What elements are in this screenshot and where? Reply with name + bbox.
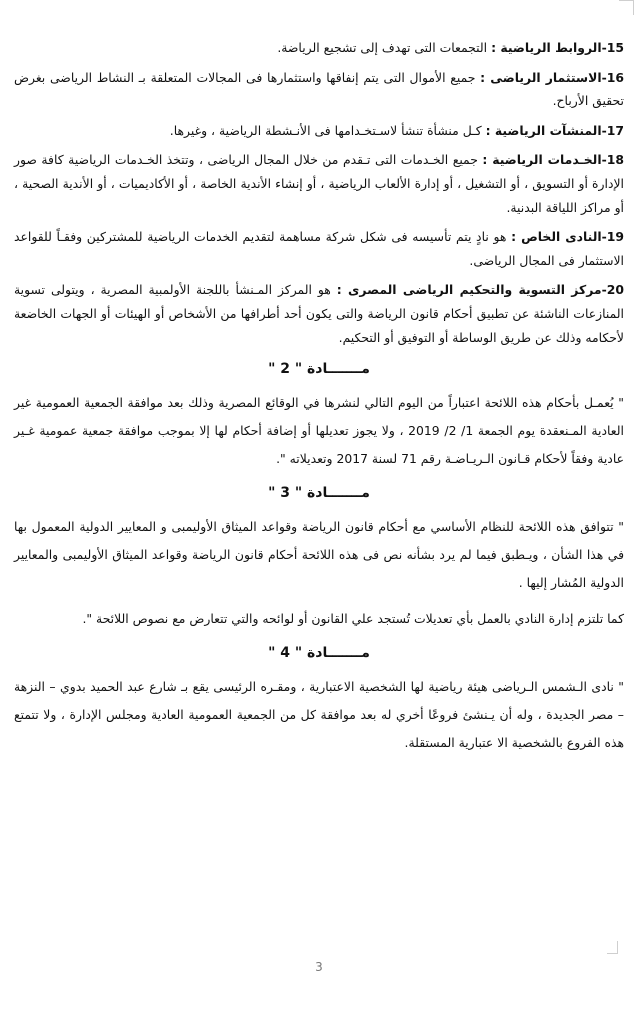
article-heading: مـــــــادة " 3 "	[268, 485, 370, 502]
page-content	[14, 36, 624, 765]
definition-number: 17-	[601, 122, 624, 138]
article-2	[14, 361, 624, 473]
article-3	[14, 485, 624, 633]
definition-number: 18-	[601, 152, 624, 168]
definition-item	[14, 225, 624, 272]
definition-term: الاستثمار الرياضى :	[480, 69, 602, 85]
article-paragraph: " نادى الـشمس الـرياضى هيئة رياضية لها الشخصية الاعتبارية ، ومقـره الرئيسى يقع بـ شارع عبد الحميد بدوي – النزهة – مصر الجديدة ، وله أن يـنشئ فروعًا أخري له بعد موافقة كل من الجمعية العمومية العادية ومجلس الإدارة ، ولا تتمتع هذه الفروع بالشخصية الا عتبارية المستقلة.	[14, 679, 624, 751]
definition-text: جميع الأموال التى يتم إنفاقها واستثمارها فى المجالات المتعلقة بـ النشاط الرياضى بغرض تحقيق الأرباح.	[14, 69, 624, 109]
definition-term: المنشآت الرياضية :	[485, 122, 602, 138]
page-number: 3	[315, 960, 323, 974]
article-heading: مـــــــادة " 4 "	[268, 645, 370, 662]
definition-text: هو المركز المـنشأ باللجنة الأولمبية المصرية ، ويتولى تسوية المنازعات الناشئة عن تطبيق أحكام قانون الرياضة والتى يكون أحد أطرافها من الأشخاص أو الهيئات أو الجهات الخاضعة لأحكامه وذلك عن طريق الوساطة أو التوفيق أو التحكيم.	[14, 282, 624, 345]
definition-item	[14, 36, 624, 60]
definition-term: مركز التسوية والتحكيم الرياضى المصرى :	[336, 282, 602, 298]
definition-text: التجمعات التى تهدف إلى تشجيع الرياضة.	[277, 40, 492, 55]
definition-number: 19-	[601, 229, 624, 245]
definition-number: 16-	[601, 69, 624, 85]
definition-item	[14, 66, 624, 113]
definition-term: الخـدمات الرياضية :	[482, 152, 602, 168]
definition-text: كـل منشأة تنشأ لاسـتخـدامها فى الأنـشطة الرياضية ، وغيرها.	[169, 122, 486, 138]
article-heading: مـــــــادة " 2 "	[268, 361, 370, 378]
definition-term: النادى الخاص :	[511, 229, 602, 245]
definition-number: 15-	[601, 40, 624, 55]
definitions-list	[14, 36, 624, 349]
definition-number: 20-	[601, 282, 625, 298]
article-4	[14, 645, 624, 757]
definition-text: جميع الخـدمات التى تـقدم من خلال المجال الرياضى ، وتتخذ الخـدمات الرياضية كافة صور الإدارة أو التسويق ، أو التشغيل ، أو إدارة الألعاب الرياضية ، أو إنشاء الأندية الخاصة ، أو الأكاديميات ، أو الأندية الصحية ، أو مراكز اللياقة البدنية.	[14, 152, 624, 215]
definition-term: الروابط الرياضية :	[491, 40, 602, 55]
article-paragraph: " تتوافق هذه اللائحة للنظام الأساسي مع أحكام قانون الرياضة وقواعد الميثاق الأوليمبى و المعايير الدولية المعمول بها في هذا الشأن ، ويـطبق فيما لم يرد بشأنه نص فى هذه اللائحة أحكام قانون الرياضة وقواعد الميثاق الأوليمبى والمعايير الدولية المُشار إليها .	[14, 519, 624, 591]
crop-mark	[619, 0, 634, 15]
definition-item	[14, 278, 624, 349]
definition-item	[14, 119, 624, 143]
article-paragraph: كما تلتزم إدارة النادي بالعمل بأي تعديلات تُستجد علي القانون أو لوائحه والتي تتعارض مع نصوص اللائحة ".	[82, 611, 624, 627]
definition-text: هو نادٍ يتم تأسيسه فى شكل شركة مساهمة لتقديم الخدمات الرياضية للمشتركين وفقـاً للقواعد الاستثمار فى المجال الرياضى.	[14, 229, 624, 268]
crop-mark	[607, 941, 618, 954]
definition-item	[14, 148, 624, 219]
article-paragraph: " يُعمـل بأحكام هذه اللائحة اعتباراً من اليوم التالي لنشرها في الوقائع المصرية وذلك بعد موافقة الجمعية العمومية غير العادية المـنعقدة يوم الجمعة 1/ 2/ 2019 ، ولا يجوز تعديلها أو إضافة أحكام لها إلا بموجب موافقة جمعية عمومية غـير عادية وفقاً لأحكام قـانون الـريـاضـة رقم 71 لسنة 2017 وتعديلاته ".	[14, 395, 624, 467]
